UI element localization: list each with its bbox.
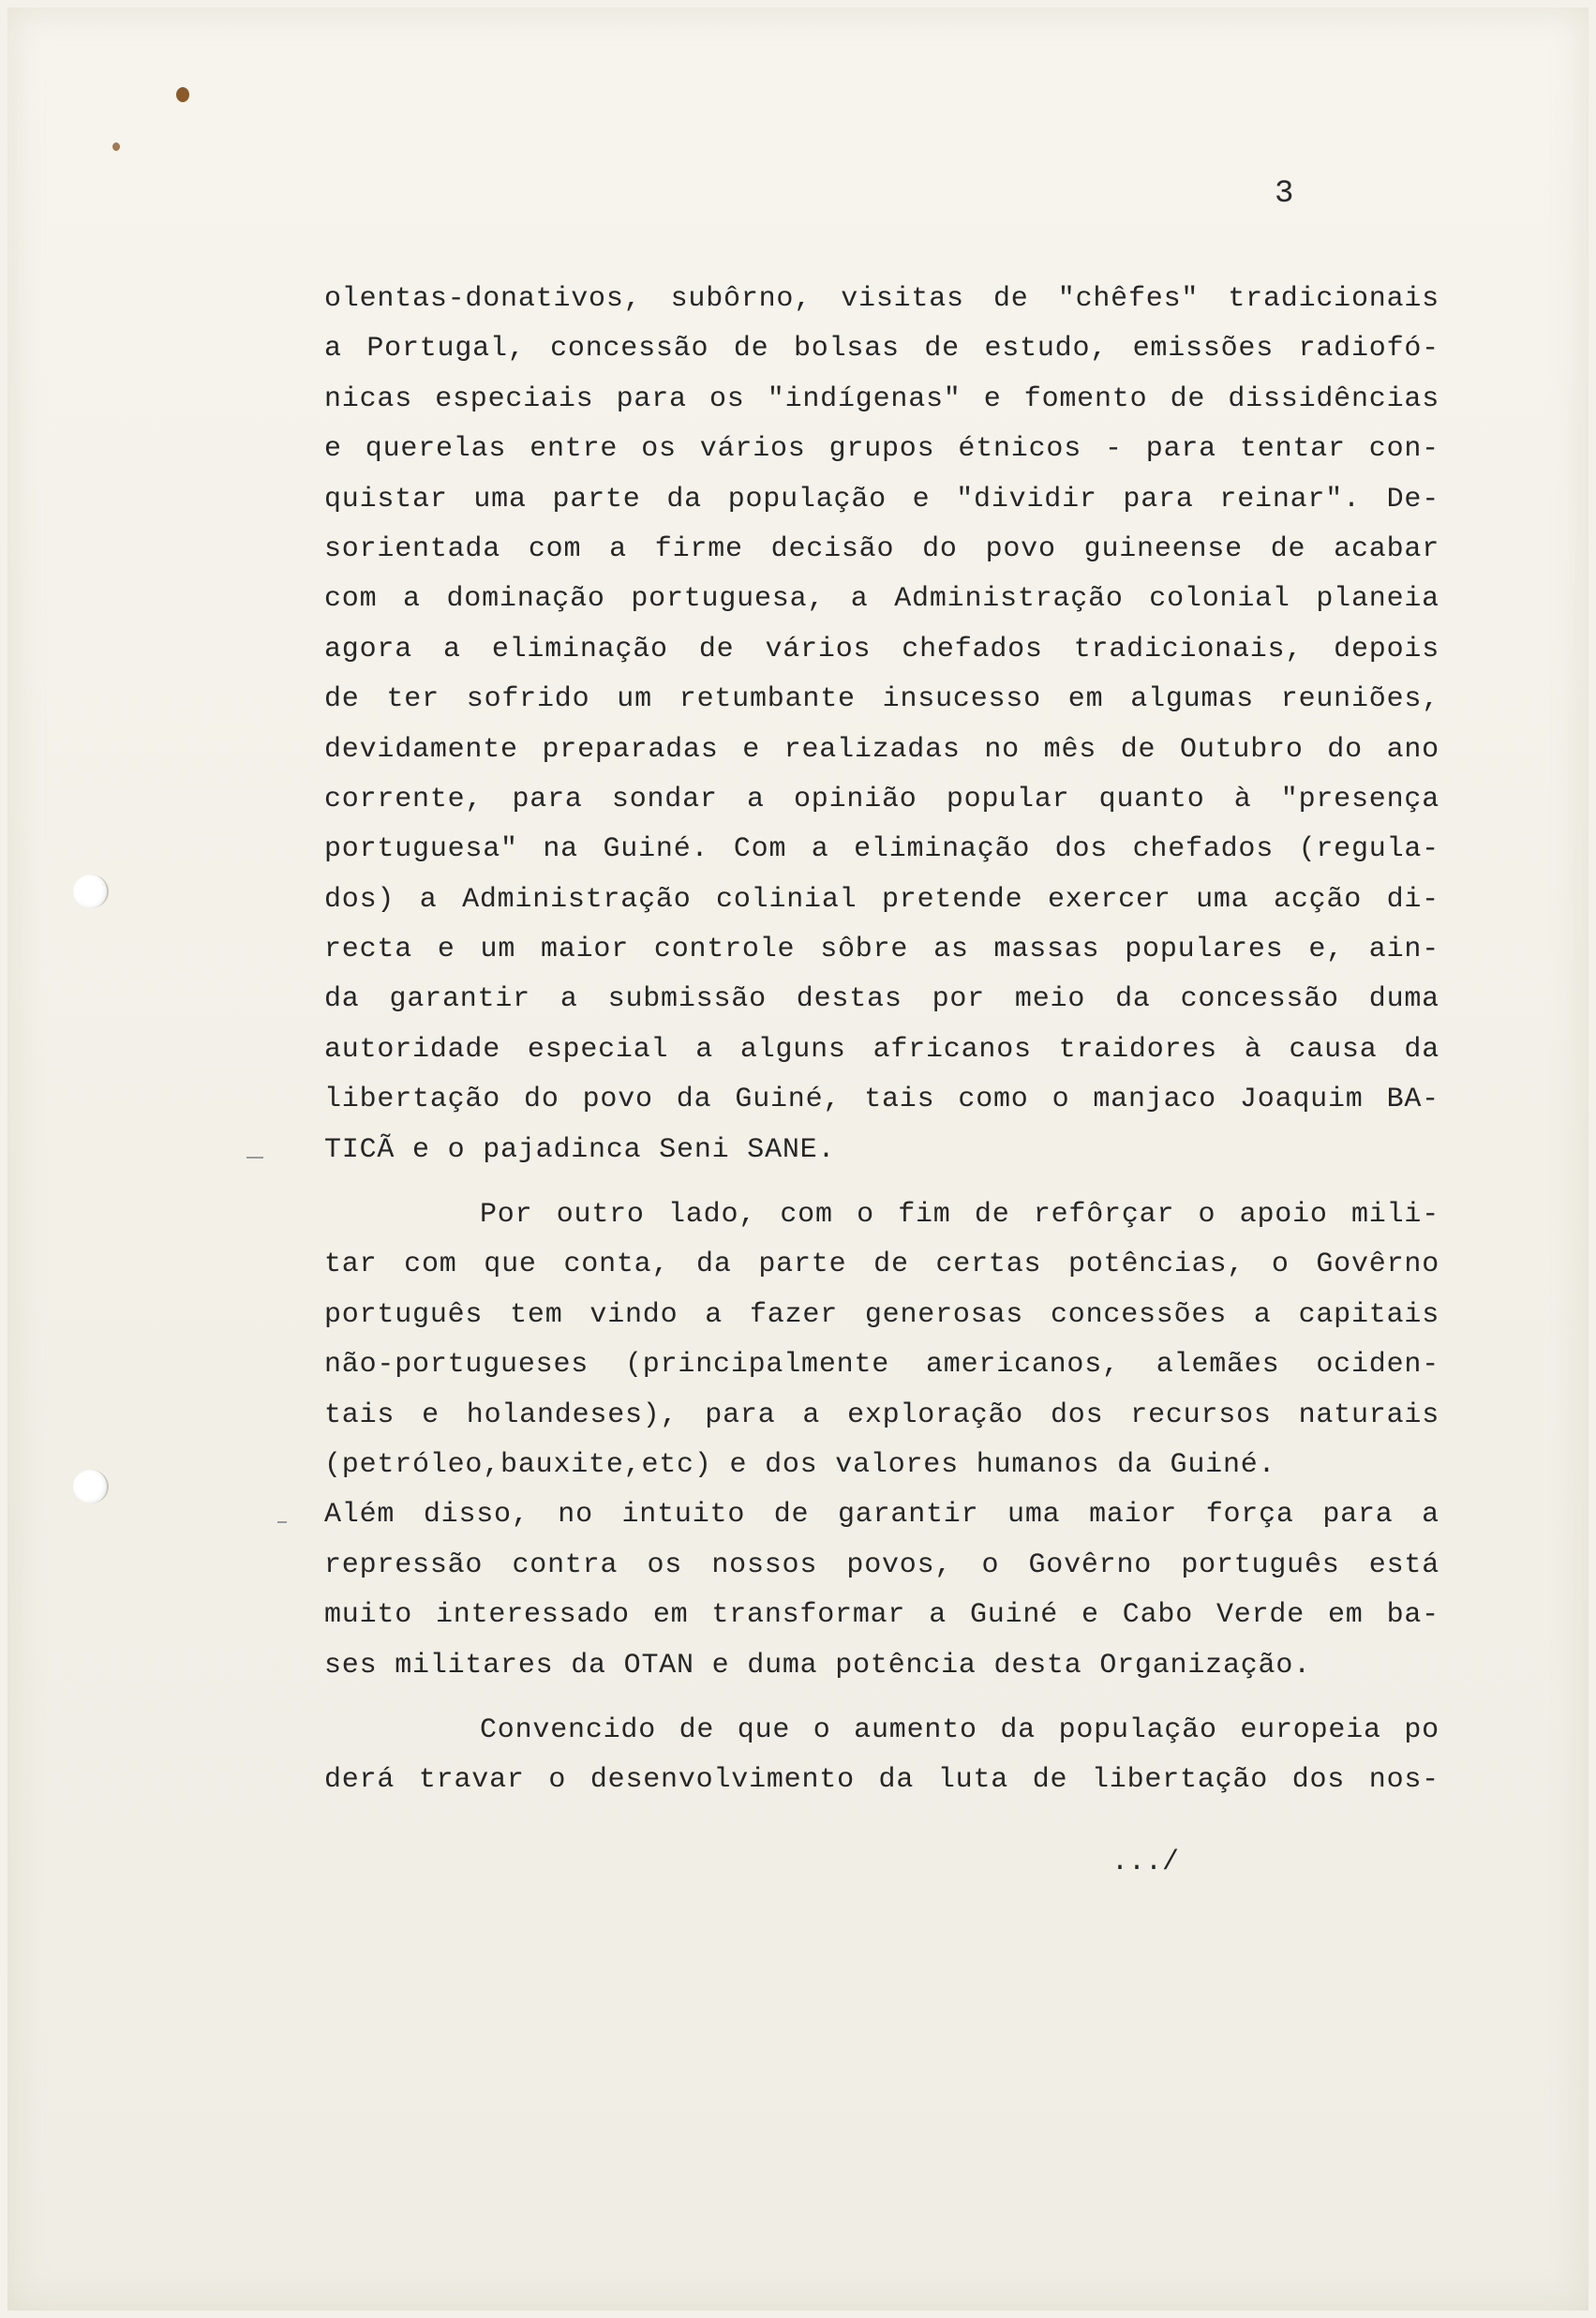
text-line: derá travar o desenvolvimento da luta de libertação dos nos-: [324, 1764, 1439, 1797]
text-line: Convencido de que o aumento da população europeia po: [480, 1713, 1439, 1746]
ink-stain: [176, 87, 189, 102]
text-line: Por outro lado, com o fim de refôrçar o apoio mili-: [480, 1199, 1439, 1232]
text-line: de ter sofrido um retumbante insucesso em algumas reuniões,: [324, 683, 1439, 716]
text-line: libertação do povo da Guiné, tais como o manjaco Joaquim BA-: [324, 1084, 1439, 1116]
margin-mark: [277, 1521, 287, 1523]
ink-stain: [112, 142, 120, 151]
text-line: muito interessado em transformar a Guiné e Cabo Verde em ba-: [324, 1599, 1439, 1632]
text-line: dos) a Administração colinial pretende exercer uma acção di-: [324, 883, 1439, 916]
text-line: ses militares da OTAN e duma potência desta Organização.: [324, 1649, 1311, 1682]
text-line: tais e holandeses), para a exploração dos recursos naturais: [324, 1398, 1439, 1431]
punch-hole-top: [73, 875, 109, 908]
body-text: [324, 275, 1439, 1806]
punch-hole-bottom: [73, 1470, 109, 1503]
page-number: 3: [1275, 176, 1294, 212]
text-line: nicas especiais para os "indígenas" e fomento de dissidências: [324, 382, 1439, 415]
paragraph-3: [324, 1706, 1439, 1806]
text-line: TICÃ e o pajadinca Seni SANE.: [324, 1133, 836, 1166]
text-line: tar com que conta, da parte de certas potências, o Govêrno: [324, 1249, 1439, 1281]
text-line: português tem vindo a fazer generosas concessões a capitais: [324, 1298, 1439, 1331]
continuation-mark: .../: [1111, 1847, 1180, 1878]
paragraph-1: [324, 275, 1439, 1175]
text-line: quistar uma parte da população e "dividir para reinar". De-: [324, 483, 1439, 516]
text-line: repressão contra os nossos povos, o Govêrno português está: [324, 1548, 1439, 1581]
text-line: a Portugal, concessão de bolsas de estudo, emissões radiofó-: [324, 333, 1439, 366]
text-line: devidamente preparadas e realizadas no mês de Outubro do ano: [324, 733, 1439, 766]
text-line: autoridade especial a alguns africanos traidores à causa da: [324, 1033, 1439, 1066]
text-line: sorientada com a firme decisão do povo guineense de acabar: [324, 532, 1439, 565]
text-line: com a dominação portuguesa, a Administração colonial planeia: [324, 583, 1439, 616]
text-line: corrente, para sondar a opinião popular quanto à "presença: [324, 783, 1439, 815]
margin-mark: [246, 1157, 263, 1159]
text-line: portuguesa" na Guiné. Com a eliminação dos chefados (regula-: [324, 833, 1439, 866]
paragraph-gap: [324, 1691, 1439, 1706]
text-line: (petróleo,bauxite,etc) e dos valores humanos da Guiné.: [324, 1448, 1276, 1481]
paragraph-gap: [324, 1175, 1439, 1190]
text-line: e querelas entre os vários grupos étnicos - para tentar con-: [324, 433, 1439, 466]
paragraph-2: [324, 1190, 1439, 1691]
text-line: Além disso, no intuito de garantir uma maior força para a: [324, 1499, 1439, 1532]
text-line: agora a eliminação de vários chefados tradicionais, depois: [324, 633, 1439, 665]
text-line: não-portugueses (principalmente americanos, alemães ociden-: [324, 1349, 1439, 1382]
text-line: da garantir a submissão destas por meio da concessão duma: [324, 983, 1439, 1016]
document-page: [7, 7, 1589, 2311]
text-line: olentas-donativos, subôrno, visitas de "chêfes" tradicionais: [324, 283, 1439, 315]
text-line: recta e um maior controle sôbre as massas populares e, ain-: [324, 934, 1439, 966]
